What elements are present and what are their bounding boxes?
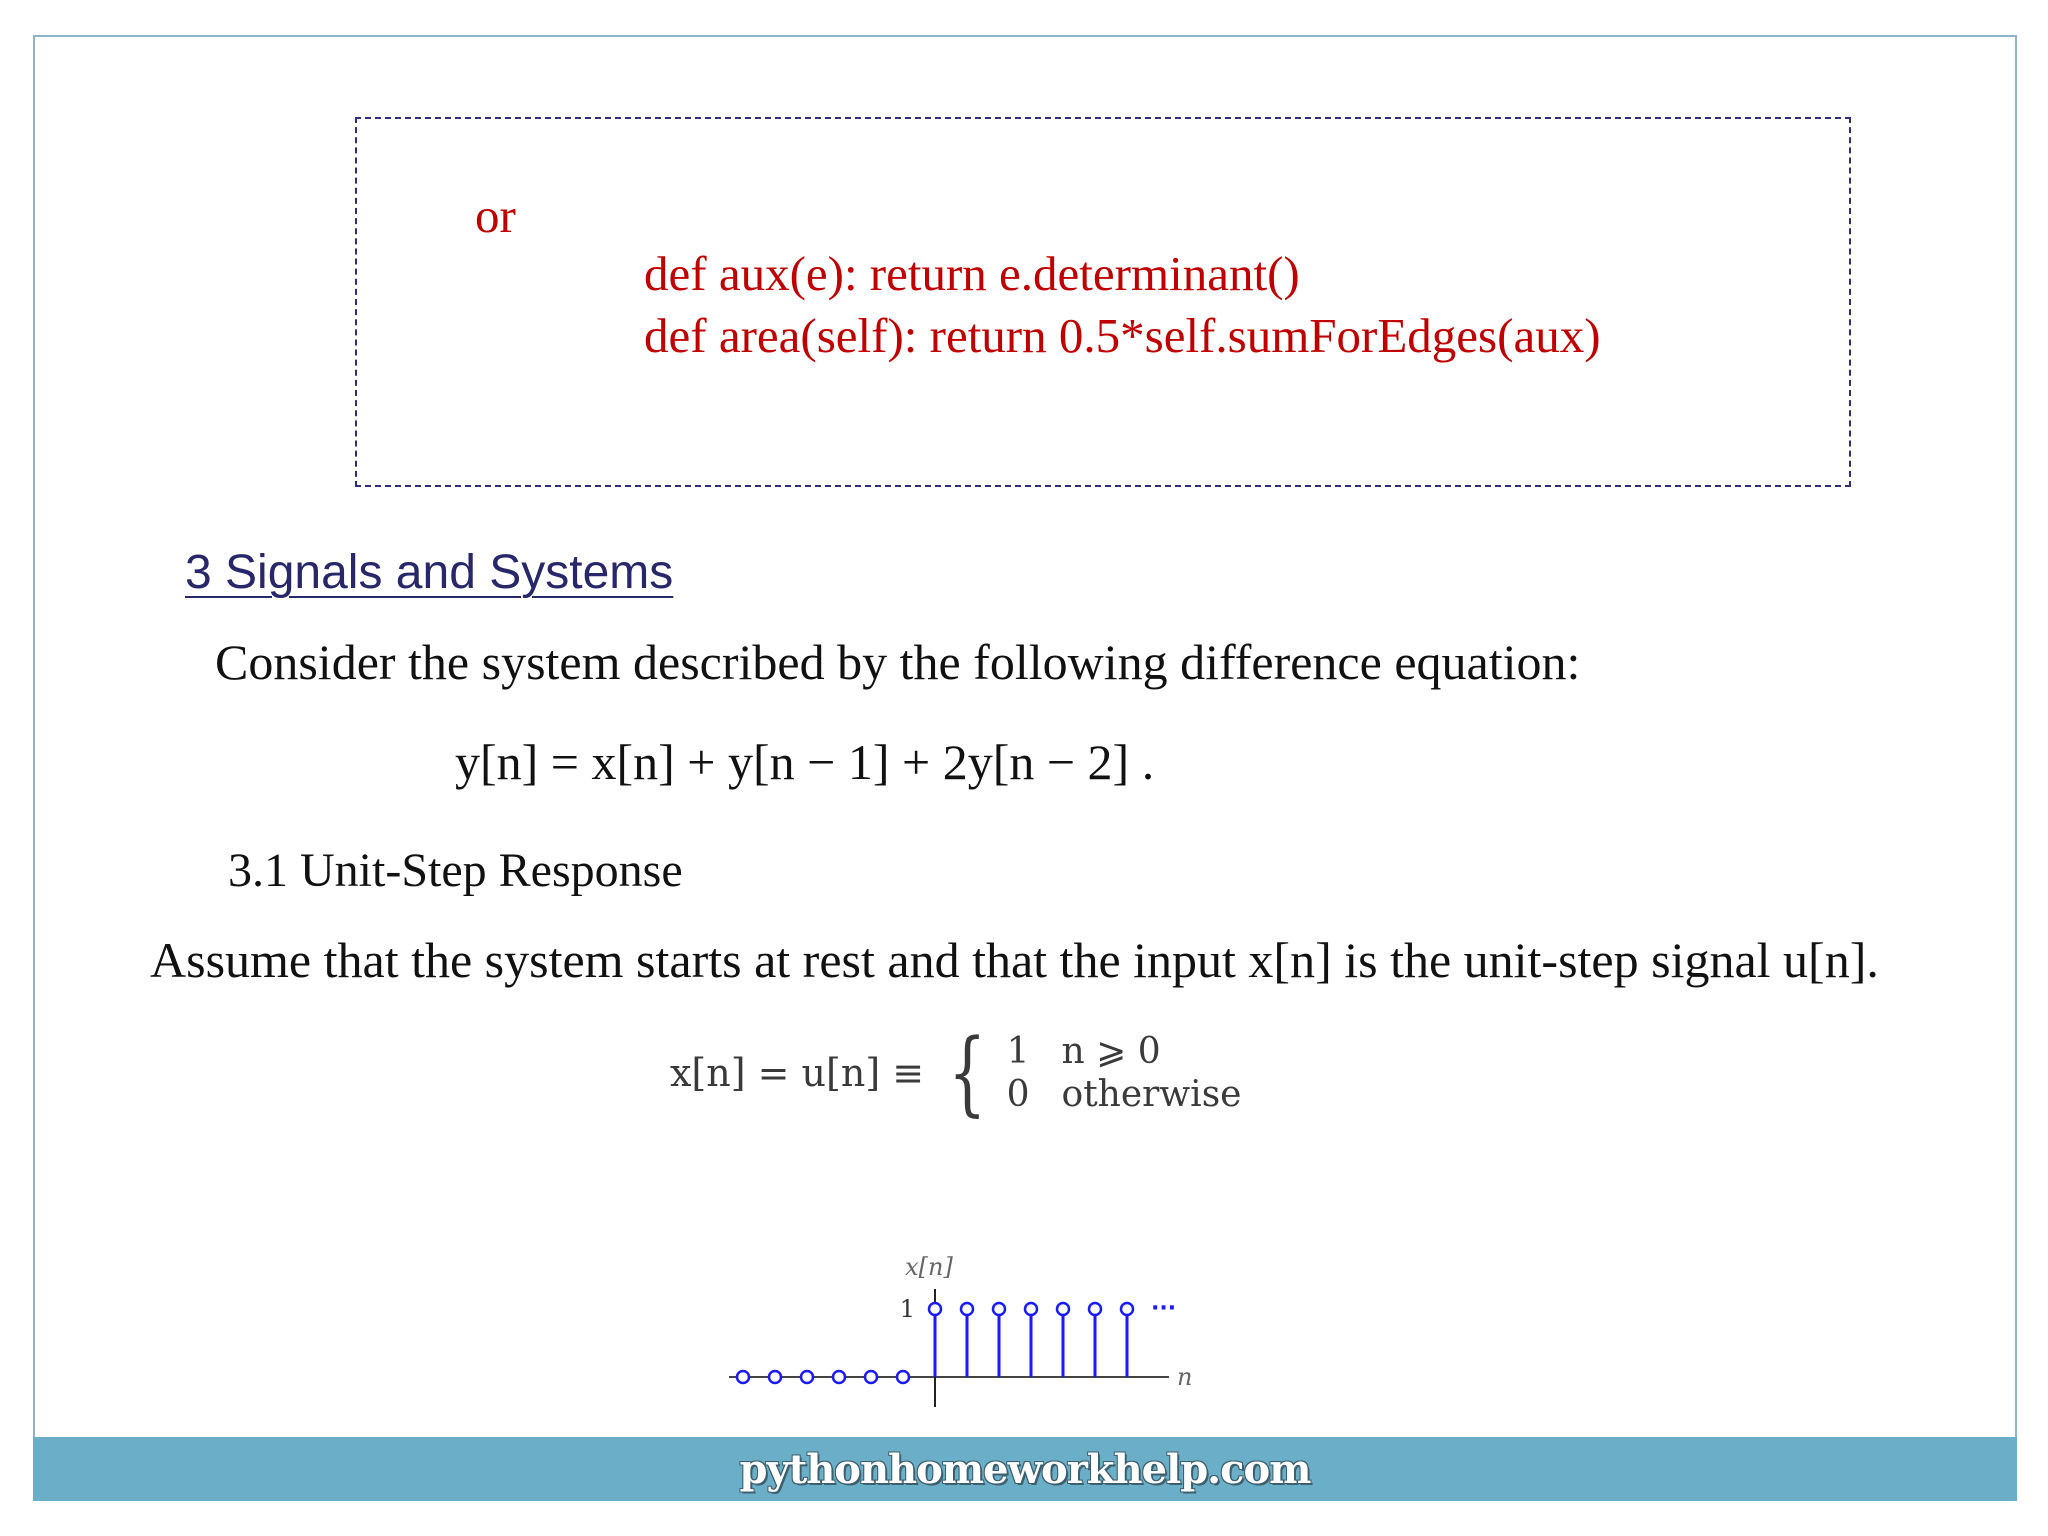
section-heading: 3 Signals and Systems xyxy=(185,546,674,599)
sample-marker xyxy=(993,1303,1005,1315)
sample-marker xyxy=(1121,1303,1133,1315)
code-line-aux: def aux(e): return e.determinant() xyxy=(644,246,1300,301)
tick-label: 1 xyxy=(899,1295,915,1323)
case2-value: 0 xyxy=(1006,1074,1030,1115)
assumption-text: Assume that the system starts at rest and that the input x[n] is the unit-step signal u[n]. xyxy=(150,932,1879,988)
unit-step-stem-plot xyxy=(725,1237,1205,1427)
slide xyxy=(33,35,2017,1501)
or-label: or xyxy=(475,188,516,243)
sample-marker xyxy=(961,1303,973,1315)
sample-marker xyxy=(737,1371,749,1383)
footer-band xyxy=(33,1437,2017,1501)
code-box xyxy=(355,117,1851,487)
sample-marker xyxy=(865,1371,877,1383)
sample-marker xyxy=(1089,1303,1101,1315)
definition-brace: { xyxy=(948,1019,987,1126)
intro-text: Consider the system described by the following difference equation: xyxy=(215,634,1581,690)
sample-marker xyxy=(801,1371,813,1383)
sample-marker xyxy=(833,1371,845,1383)
definition-lhs: x[n] = u[n] ≡ xyxy=(670,1051,925,1095)
case1-condition: n ⩾ 0 xyxy=(1061,1031,1161,1072)
difference-equation: y[n] = x[n] + y[n − 1] + 2y[n − 2] . xyxy=(455,734,1155,790)
footer-site: pythonhomeworkhelp.com xyxy=(739,1445,1311,1493)
sample-marker xyxy=(1057,1303,1069,1315)
y-axis-label: x[n] xyxy=(905,1253,953,1281)
x-axis-label: n xyxy=(1177,1363,1193,1391)
case2-condition: otherwise xyxy=(1061,1074,1242,1115)
sample-marker xyxy=(897,1371,909,1383)
case1-value: 1 xyxy=(1006,1031,1030,1072)
unit-step-definition xyxy=(670,1019,1242,1126)
definition-cases xyxy=(1007,1031,1242,1115)
code-line-area: def area(self): return 0.5*self.sumForEdges(aux) xyxy=(644,308,1601,363)
sample-marker xyxy=(769,1371,781,1383)
sample-marker xyxy=(929,1303,941,1315)
sample-marker xyxy=(1025,1303,1037,1315)
ellipsis: ··· xyxy=(1151,1296,1177,1321)
subheading: 3.1 Unit-Step Response xyxy=(228,844,683,897)
